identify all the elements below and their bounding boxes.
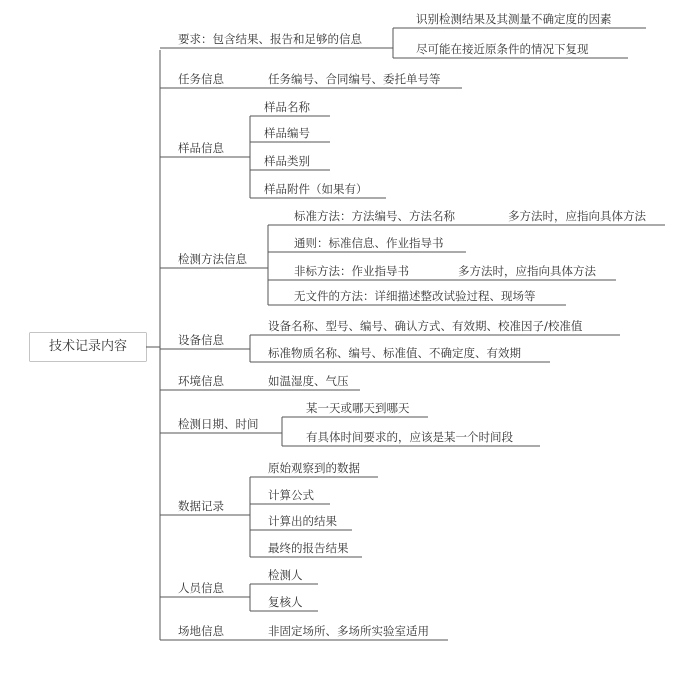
branch-environment-info: 环境信息 (178, 374, 224, 388)
branch-requirements: 要求：包含结果、报告和足够的信息 (178, 32, 362, 46)
branch-personnel-info: 人员信息 (178, 581, 224, 595)
leaf-identify-factors: 识别检测结果及其测量不确定度的因素 (416, 12, 612, 26)
leaf-reproduce-conditions: 尽可能在接近原条件的情况下复现 (416, 42, 589, 56)
leaf-nonstandard-method-note: 多方法时，应指向具体方法 (458, 264, 596, 278)
leaf-standard-method-note: 多方法时，应指向具体方法 (508, 209, 646, 223)
branch-test-date: 检测日期、时间 (178, 417, 259, 431)
branch-equipment-info: 设备信息 (178, 333, 224, 347)
leaf-sample-number: 样品编号 (264, 126, 310, 140)
leaf-raw-data: 原始观察到的数据 (268, 461, 360, 475)
leaf-calculated-result: 计算出的结果 (268, 514, 337, 528)
leaf-final-result: 最终的报告结果 (268, 541, 349, 555)
leaf-temperature-humidity: 如温湿度、气压 (268, 374, 349, 388)
branch-site-info: 场地信息 (178, 624, 224, 638)
branch-data-record: 数据记录 (178, 499, 224, 513)
leaf-task-numbers: 任务编号、合同编号、委托单号等 (268, 72, 441, 86)
root-node: 技术记录内容 (30, 333, 146, 361)
leaf-sample-attachment: 样品附件（如果有） (264, 182, 368, 196)
leaf-formula: 计算公式 (268, 488, 314, 502)
leaf-nonstandard-method: 非标方法：作业指导书 (294, 264, 409, 278)
leaf-general-rules: 通则：标准信息、作业指导书 (294, 236, 444, 250)
branch-method-info: 检测方法信息 (178, 252, 247, 266)
leaf-day-range: 某一天或哪天到哪天 (306, 401, 410, 415)
leaf-equipment-details: 设备名称、型号、编号、确认方式、有效期、校准因子/校准值 (268, 319, 583, 333)
leaf-standard-method: 标准方法：方法编号、方法名称 (294, 209, 455, 223)
branch-sample-info: 样品信息 (178, 141, 224, 155)
branch-task-info: 任务信息 (178, 72, 224, 86)
leaf-undocumented-method: 无文件的方法：详细描述整改试验过程、现场等 (294, 289, 536, 303)
leaf-site-applicability: 非固定场所、多场所实验室适用 (268, 624, 429, 638)
leaf-reviewer: 复核人 (268, 595, 303, 609)
leaf-sample-name: 样品名称 (264, 100, 310, 114)
leaf-time-period: 有具体时间要求的，应该是某一个时间段 (306, 430, 513, 444)
leaf-tester: 检测人 (268, 568, 303, 582)
leaf-sample-category: 样品类别 (264, 154, 310, 168)
leaf-reference-material: 标准物质名称、编号、标准值、不确定度、有效期 (268, 346, 521, 360)
